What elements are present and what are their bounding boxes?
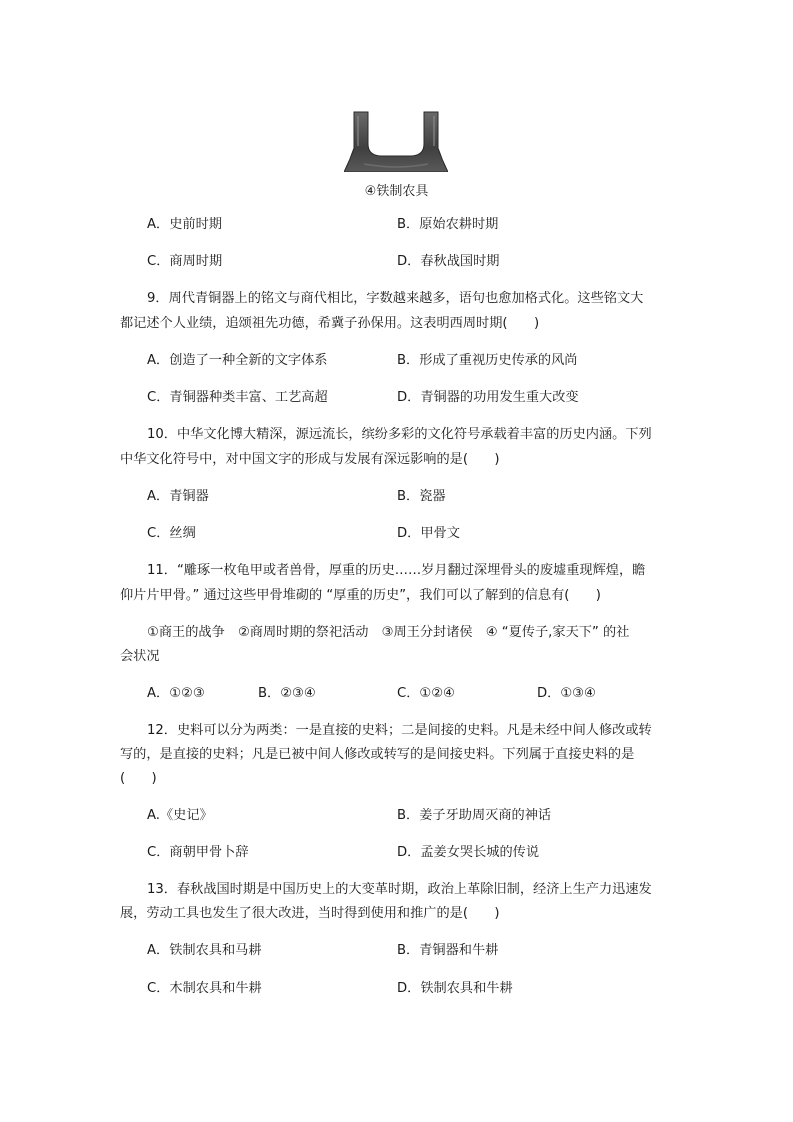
question-12-option-d: D．孟姜女哭长城的传说 (397, 845, 540, 860)
prev-option-c: C．商周时期 (147, 254, 223, 269)
question-12-option-c: C．商朝甲骨卜辞 (147, 845, 249, 860)
prev-option-b: B．原始农耕时期 (397, 217, 499, 232)
question-10-option-b: B．瓷器 (397, 489, 446, 504)
question-12-stem-line-1: 12．史料可以分为两类：一是直接的史料；二是间接的史料。凡是未经中间人修改或转 (147, 723, 652, 738)
question-10-stem-line-1: 10．中华文化博大精深，源远流长，缤纷多彩的文化符号承载着丰富的历史内涵。下列 (147, 427, 652, 442)
question-10-option-a: A．青铜器 (147, 489, 209, 504)
question-13-option-c: C．木制农具和牛耕 (147, 981, 262, 996)
question-11-stem-line-4: 会状况 (120, 649, 160, 664)
question-11-option-b: B．②③④ (258, 686, 316, 701)
question-12-option-b: B．姜子牙助周灭商的神话 (397, 808, 552, 823)
question-11-stem-line-2: 仰片片甲骨。” 通过这些甲骨堆砌的 “厚重的历史”，我们可以了解到的信息有( ) (120, 588, 601, 603)
figure-caption: ④铁制农具 (364, 184, 429, 199)
question-9-stem-line-1: 9．周代青铜器上的铭文与商代相比，字数越来越多，语句也愈加格式化。这些铭文大 (147, 291, 644, 306)
question-9-option-b: B．形成了重视历史传承的风尚 (397, 353, 578, 368)
question-10-option-c: C．丝绸 (147, 526, 196, 541)
prev-option-d: D．春秋战国时期 (397, 254, 500, 269)
question-12-stem-line-3: ( ) (120, 771, 157, 786)
question-9-option-a: A．创造了一种全新的文字体系 (147, 353, 328, 368)
question-10-option-d: D．甲骨文 (397, 526, 460, 541)
iron-farm-tool-image (344, 110, 448, 172)
question-11-stem-line-3: ①商王的战争 ②商周时期的祭祀活动 ③周王分封诸侯 ④ “夏传子,家天下” 的社 (147, 625, 630, 640)
question-9-option-d: D．青铜器的功用发生重大改变 (397, 390, 579, 405)
prev-option-a: A．史前时期 (147, 217, 222, 232)
question-12-option-a: A.《史记》 (147, 808, 213, 823)
question-11-option-c: C．①②④ (397, 686, 455, 701)
question-11-option-a: A．①②③ (147, 686, 205, 701)
question-13-option-a: A．铁制农具和马耕 (147, 943, 262, 958)
question-9-stem-line-2: 都记述个人业绩，追颂祖先功德，希冀子孙保用。这表明西周时期( ) (120, 316, 540, 331)
question-13-option-d: D．铁制农具和牛耕 (397, 981, 513, 996)
question-13-stem-line-1: 13．春秋战国时期是中国历史上的大变革时期，政治上革除旧制，经济上生产力迅速发 (147, 882, 652, 897)
question-13-stem-line-2: 展，劳动工具也发生了很大改进，当时得到使用和推广的是( ) (120, 906, 500, 921)
question-10-stem-line-2: 中华文化符号中，对中国文字的形成与发展有深远影响的是( ) (120, 452, 500, 467)
question-12-stem-line-2: 写的，是直接的史料；凡是已被中间人修改或转写的是间接史料。下列属于直接史料的是 (120, 747, 635, 762)
question-11-stem-line-1: 11．“雕琢一枚龟甲或者兽骨，厚重的历史……岁月翻过深埋骨头的废墟重现辉煌，瞻 (147, 563, 646, 578)
question-13-option-b: B．青铜器和牛耕 (397, 943, 499, 958)
question-11-option-d: D．①③④ (537, 686, 596, 701)
question-9-option-c: C．青铜器种类丰富、工艺高超 (147, 390, 328, 405)
